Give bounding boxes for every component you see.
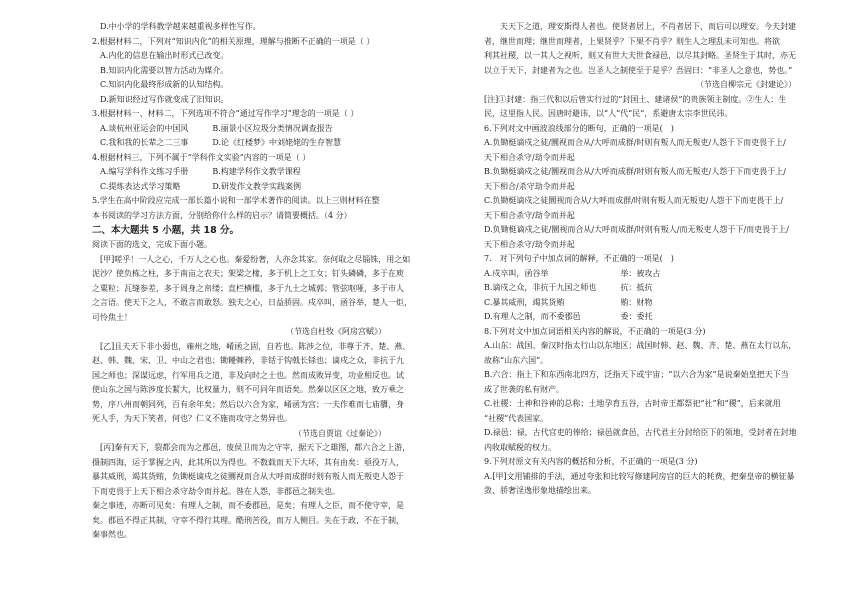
right-column-line: 6.下列对文中画波浪线部分的断句，正确的一项是( ) — [484, 123, 674, 133]
left-column-line: （节选自贾谊《过秦论》） — [294, 428, 386, 438]
left-column-line: 二、本大题共 5 小题，共 18 分。 — [92, 225, 240, 236]
right-column-line: 8.下列对文中加点词语相关内容的解说，不正确的一项是(3 分) — [484, 326, 706, 336]
left-column-line: 摄制四海，运于掌握之内，此其所以为得也。不数载而天下大坏，其有由矣：亟役万人， — [92, 457, 404, 467]
right-column-line: C.暴其威刑，竭其货贿 贿：财物 — [484, 297, 653, 307]
right-column-line: 内收取赋税的权力。 — [484, 442, 556, 452]
right-column-line: A.戍卒叫，函谷举 举：被攻占 — [484, 268, 661, 278]
right-column-line: [注]①封建：指三代和以后曾实行过的“封国土、建诸侯”的贵族领主制度。②生人：生 — [484, 94, 787, 104]
left-column-line: 国之师也；深谋远虑，行军用兵之道，非及向时之士也。然而成败异变，功业相反也。试 — [92, 370, 404, 380]
left-column-line: 赵、韩、魏、宋、卫、中山之君也；锄耰棘矜，非铦于钩戟长铩也；谪戍之众，非抗于九 — [92, 356, 404, 365]
left-column-line: 之粟粒；瓦缝参差，多于周身之帛缕；直栏横槛，多于九土之城郭；管弦呕哑，多于市人 — [92, 283, 404, 293]
right-column-line: 天下相合杀守/劫令而并起 — [484, 152, 575, 162]
left-column-line: C.提炼表达式学习策略 D.研发作文教学实践案例 — [100, 181, 302, 191]
left-column-line: 秦之事迹，亦断可见矣：有理人之制，而不委郡邑，是矣；有理人之臣，而不使守宰，是 — [92, 501, 404, 510]
right-column-line: D.有理人之制，而不委郡邑 委：委托 — [484, 312, 653, 321]
left-column-line: 泥沙？使负栋之柱，多于南亩之农夫；架梁之椽，多于机上之工女；钉头磷磷，多于在庾 — [92, 269, 404, 278]
left-column-line: 3.根据材料一、材料二，下列选项不符合“通过写作学习”理念的一项是（ ） — [92, 109, 359, 118]
left-column-line: C.知识内化最终形成新的认知结构。 — [100, 80, 229, 89]
right-column-line: 敛、骄奢淫逸形象地描绘出来。 — [484, 486, 596, 495]
right-column-line: 9.下列对原文有关内容的概括和分析，不正确的一项是(3 分) — [484, 457, 698, 466]
left-column-line: 可怜焦土！ — [92, 312, 132, 322]
left-column-line: 下而吏畏于上天下相合杀守劫令而并起。咎在人怨，非郡邑之制失也。 — [92, 486, 340, 496]
left-column-line: [丙]秦有天下，裂都会而为之郡邑，废侯卫而为之守宰，据天下之雄图，都六合之上游， — [100, 443, 411, 452]
right-column-line: C.负锄梃谪戍之徒圜视而合从/大呼而成群/时则有叛人而无叛吏/人怨于下而吏畏于上/ — [484, 196, 784, 205]
right-column-line: A.山东：战国、秦汉时指太行山以东地区；战国时韩、赵、魏、齐、楚、燕在太行以东， — [484, 341, 797, 350]
left-column-line: 4.根据材料三，下列不属于“学科作文实验”内容的一项是（ ） — [92, 152, 311, 162]
right-column-line: A.负锄梃谪戍之徒/圜视而合从/大呼而成群/时则有叛人而无叛吏/人怨于下而吏畏于上/ — [484, 138, 786, 147]
left-column-line: 暴其威刑，竭其货贿，负锄梃谪戍之徒圜视而合从大呼而成群时则有叛人而无叛吏人怨于 — [92, 472, 404, 481]
left-column-line: 矣。郡邑不得正其制，守宰不得行其理。酷刑苦役，而万人侧目。失在于政，不在于制， — [92, 515, 404, 525]
left-column-line: A.编写学科作文练习手册 B.构建学科作文教学课程 — [100, 167, 301, 176]
left-column-line: 使山东之国与陈涉度长絜大，比权量力，则不可同年而语矣。然秦以区区之地，致万乘之 — [92, 385, 404, 394]
left-column-line: 5.学生在高中阶段应完成一部长篇小说和一部学术著作的阅读。以上三则材料在整 — [92, 196, 380, 205]
right-column-line: 民，这里指人民。因唐时避讳，以“人”代“民”，系避唐太宗李世民讳。 — [484, 109, 733, 118]
right-column-line: 天下相合杀守/劫令而并起 — [484, 210, 575, 220]
right-column-line: B.负锄梃谪戍之徒/圜视而合从/大呼而成群/时则有叛人而无叛吏/人怨于下而吏畏于上/ — [484, 167, 786, 176]
right-column-line: D.禄邑：禄，古代官吏的俸给；禄邑就食邑，古代君主分封给臣下的领地，受封者在封地 — [484, 428, 797, 437]
left-column-line: [乙]且夫天下非小弱也，雍州之地，崤函之固，自若也。陈涉之位，非尊于齐、楚、燕、 — [100, 341, 411, 351]
left-column-line: （节选自杜牧《阿房宫赋》） — [286, 327, 386, 336]
right-column-line: 天下相合杀守/劫令而并起 — [484, 239, 575, 249]
right-column-line: A.[甲]文用铺排的手法，通过夸张和比较写修建阿房宫的巨大的耗费，把秦皇帝的横征暴 — [484, 471, 795, 481]
left-column-line: B.知识内化需要以智力活动为媒介。 — [100, 65, 229, 75]
left-column-line: D.新知识经过写作就变成了旧知识。 — [100, 94, 229, 104]
left-column-line: [甲]嗟乎！一人之心，千万人之心也。秦爱纷奢，人亦念其家。奈何取之尽锱铢，用之如 — [100, 254, 411, 264]
left-column-line: 死人手，为天下笑者，何也？仁义不施而攻守之势异也。 — [92, 414, 292, 423]
left-column-line: A.谈杭州亚运会的中国风 B.丽景小区垃圾分类情况调查报告 — [100, 123, 333, 133]
right-column-line: 以立于天下，封建者为之也。岂圣人之制使至于是乎？吾固曰：“非圣人之意也，势也。” — [484, 65, 793, 75]
right-column — [484, 20, 836, 499]
right-column-line: 成了世袭的私有财产。 — [484, 384, 564, 394]
left-column-line: C.我和我的长辈之二三事 D.论《红楼梦》中刘姥姥的生存智慧 — [100, 138, 342, 147]
right-column-line: B.谪戍之众，非抗于九国之师也 抗：抵抗 — [484, 283, 653, 292]
left-column-line: A.内化的信息在输出时形式已改变。 — [100, 51, 229, 60]
right-column-line: 者，继世而理；继世而理者，上果贤乎？下果不肖乎？则生人之理乱未可知也。将欲 — [484, 36, 780, 46]
right-column-line: 故称“山东六国”。 — [484, 355, 549, 365]
left-column — [92, 20, 426, 543]
right-column-line: 夫天下之道，理安斯得人者也。使贤者居上，不肖者居下，而后可以理安。今夫封建 — [500, 22, 796, 31]
right-column-line: （节选自柳宗元《封建论》） — [696, 80, 796, 89]
left-column-line: 阅读下面的选文，完成下面小题。 — [92, 240, 212, 249]
left-column-line: 秦事然也。 — [92, 530, 132, 539]
right-column-line: B.六合：指上下和东西南北四方，泛指天下或宇宙；“以六合为家”是说秦始皇把天下当 — [484, 370, 789, 379]
left-column-line: 本书阅读的学习方法方面，分别给你什么样的启示？请简要概括。（4 分） — [92, 210, 352, 220]
right-column-line: 7. 对下列句子中加点词的解释，不正确的一项是( ) — [484, 254, 674, 263]
left-column-line: 势，序八州而朝同列，百有余年矣；然后以六合为家，崤函为宫；一夫作难而七庙隳，身 — [92, 399, 404, 409]
right-column-line: “社稷”代表国家。 — [484, 413, 549, 423]
left-column-line: 2.根据材料二，下列对“知识内化”的相关原理，理解与推断不正确的一项是（ ） — [92, 36, 375, 46]
right-column-line: D.负锄梃谪戍之徒/圜视而合从/大呼而成群/时则有叛人/而无叛吏人怨于下/而吏畏于上/ — [484, 225, 789, 234]
right-column-line: 利其社稷，以一其人之视听，则又有世大夫世食禄邑，以尽其封略。圣贤生于其时，亦无 — [484, 51, 796, 60]
left-column-line: D.中小学的学科教学越来越重视多样性写作。 — [100, 22, 261, 31]
right-column-line: C.社稷：土神和谷神的总称；土地孕育五谷，古时帝王都祭祀“社”和“稷”，后来就用 — [484, 399, 781, 408]
left-column-line: 之言语。使天下之人，不敢言而敢怒。独夫之心，日益骄固。戍卒叫，函谷举，楚人一炬， — [92, 298, 412, 307]
right-column-line: 天下相合/杀守劫令而并起 — [484, 181, 575, 191]
